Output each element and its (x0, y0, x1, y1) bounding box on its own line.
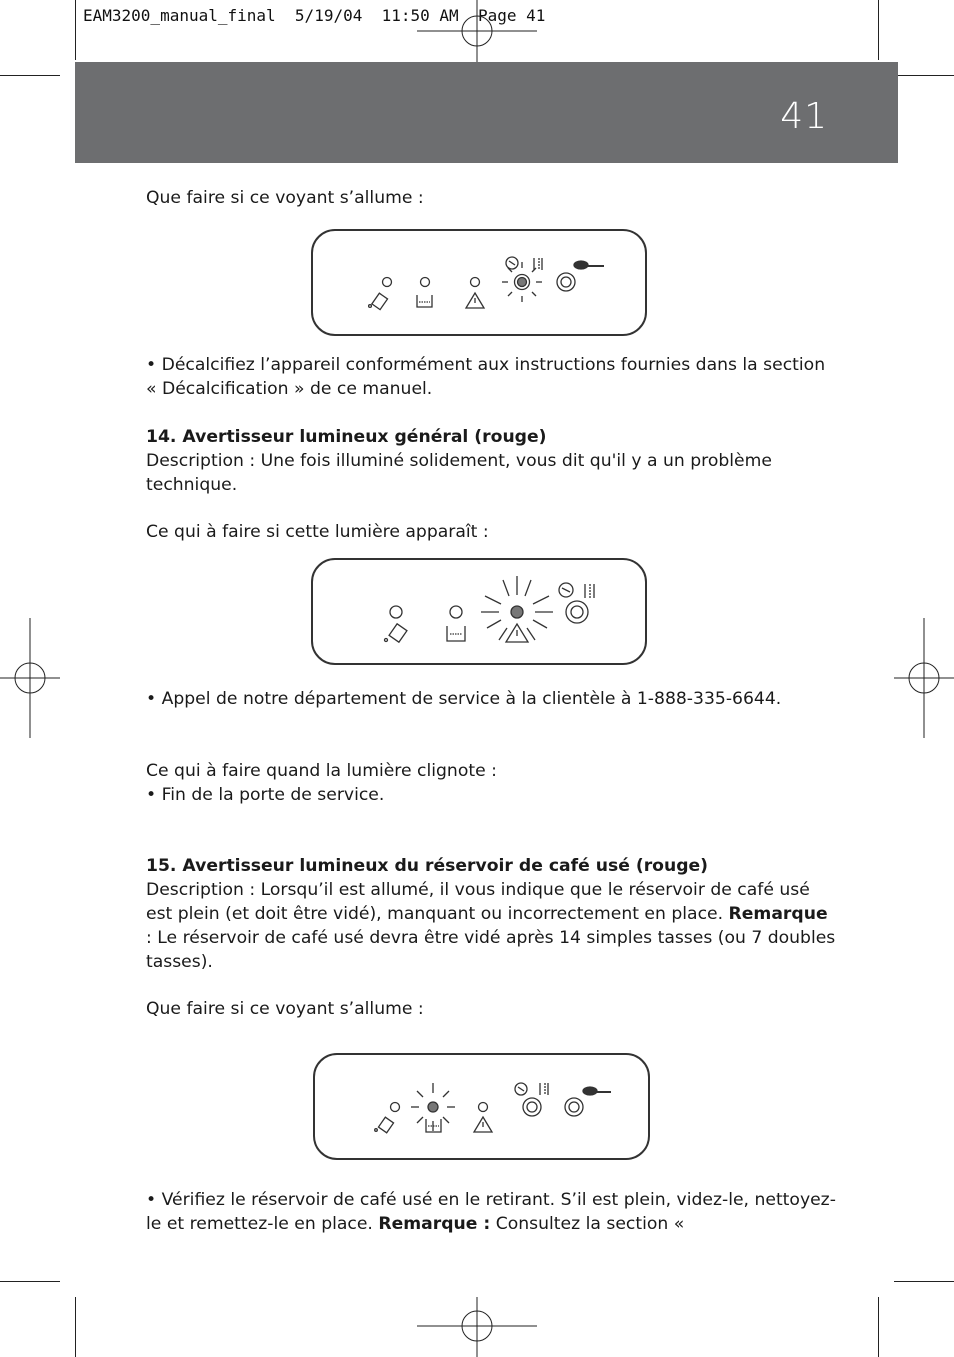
spoon-icon (583, 1087, 611, 1095)
item15-description-part1: Description : Lorsqu’il est allumé, il vous indique que le réservoir de café usé est plein (et doit être vidé), manquant ou incorrectement en place. (146, 880, 810, 924)
crop-mark (75, 1297, 76, 1357)
crop-mark (894, 1281, 954, 1282)
item15-description-part2: : Le réservoir de café usé devra être vidé après 14 simples tasses (ou 7 doubles tasses). (146, 928, 836, 972)
panel-diagram (313, 560, 645, 663)
control-panel-descale (311, 229, 647, 336)
item15-check-note-label: Remarque : (378, 1214, 491, 1234)
indicator-light (390, 606, 402, 618)
slug-date: 5/19/04 (294, 6, 363, 25)
grounds-container-icon (447, 626, 465, 641)
crop-mark (0, 1281, 60, 1282)
item15-question: Que faire si ce voyant s’allume : (146, 999, 424, 1019)
indicator-light (450, 606, 462, 618)
slug-time: 11:50 AM (381, 6, 459, 25)
item15-check-instruction (146, 1188, 836, 1236)
warning-triangle-icon (506, 624, 528, 642)
item14-question: Ce qui à faire si cette lumière apparaît : (146, 522, 489, 542)
registration-mark-top (417, 0, 537, 62)
steam-icon (585, 584, 594, 598)
item14-blink-question: Ce qui à faire quand la lumière clignote : (146, 761, 497, 781)
crop-mark (878, 1297, 879, 1357)
warning-triangle-icon (466, 293, 484, 308)
panel-diagram (315, 1055, 648, 1158)
crop-mark (75, 0, 76, 60)
intro-question: Que faire si ce voyant s’allume : (146, 188, 424, 208)
registration-mark-left (0, 618, 60, 738)
indicator-light (391, 1103, 400, 1112)
indicator-light (479, 1103, 488, 1112)
descale-icon (559, 583, 573, 597)
item15-check-part1: • Vérifiez le réservoir de café usé en le retirant. S’il est plein, videz-le, nettoyez-le et remettez-le en place. (146, 1190, 836, 1234)
indicator-light-on (511, 606, 523, 618)
control-panel-grounds (313, 1053, 650, 1160)
item15-heading: 15. Avertisseur lumineux du réservoir de café usé (rouge) (146, 856, 709, 876)
item14-heading: 14. Avertisseur lumineux général (rouge) (146, 427, 547, 447)
indicator-light (471, 278, 480, 287)
registration-mark-right (894, 618, 954, 738)
item15-check-part2: Consultez la section « (490, 1214, 685, 1234)
crop-mark (894, 75, 954, 76)
indicator-light (383, 278, 392, 287)
item15-note-label: Remarque (728, 904, 828, 924)
descale-button (523, 1098, 541, 1116)
control-panel-warning (311, 558, 647, 665)
coffee-bean-icon (375, 1117, 394, 1133)
grounds-container-icon (417, 295, 432, 307)
crop-mark (0, 75, 60, 76)
item14-blink-instruction: • Fin de la porte de service. (146, 785, 385, 805)
coffee-bean-icon (369, 293, 388, 309)
steam-button (566, 601, 588, 623)
slug-page: Page 41 (477, 6, 546, 25)
crop-mark (878, 0, 879, 60)
item14-description: Description : Une fois illuminé solidement, vous dit qu'il y a un problème technique. (146, 451, 772, 495)
steam-button (557, 273, 575, 291)
slug-file: EAM3200_manual_final (83, 6, 276, 25)
registration-mark-bottom (417, 1297, 537, 1357)
panel-diagram (313, 231, 645, 334)
descale-icon (515, 1083, 527, 1095)
warning-triangle-icon (474, 1117, 492, 1132)
coffee-bean-icon (385, 624, 407, 642)
indicator-light-blinking (428, 1102, 438, 1112)
descale-instruction: • Décalcifiez l’appareil conformément aux instructions fournies dans la section « Décalcification » de ce manuel. (146, 355, 826, 399)
indicator-light (421, 278, 430, 287)
steam-icon (540, 1083, 548, 1095)
page-number: 41 (780, 96, 828, 137)
descale-icon (506, 257, 518, 269)
header-band (75, 62, 898, 163)
item14-call-instruction: • Appel de notre département de service à la clientèle à 1-888-335-6644. (146, 689, 782, 709)
steam-button (565, 1098, 583, 1116)
item15-description (146, 878, 836, 974)
spoon-icon (574, 261, 604, 269)
